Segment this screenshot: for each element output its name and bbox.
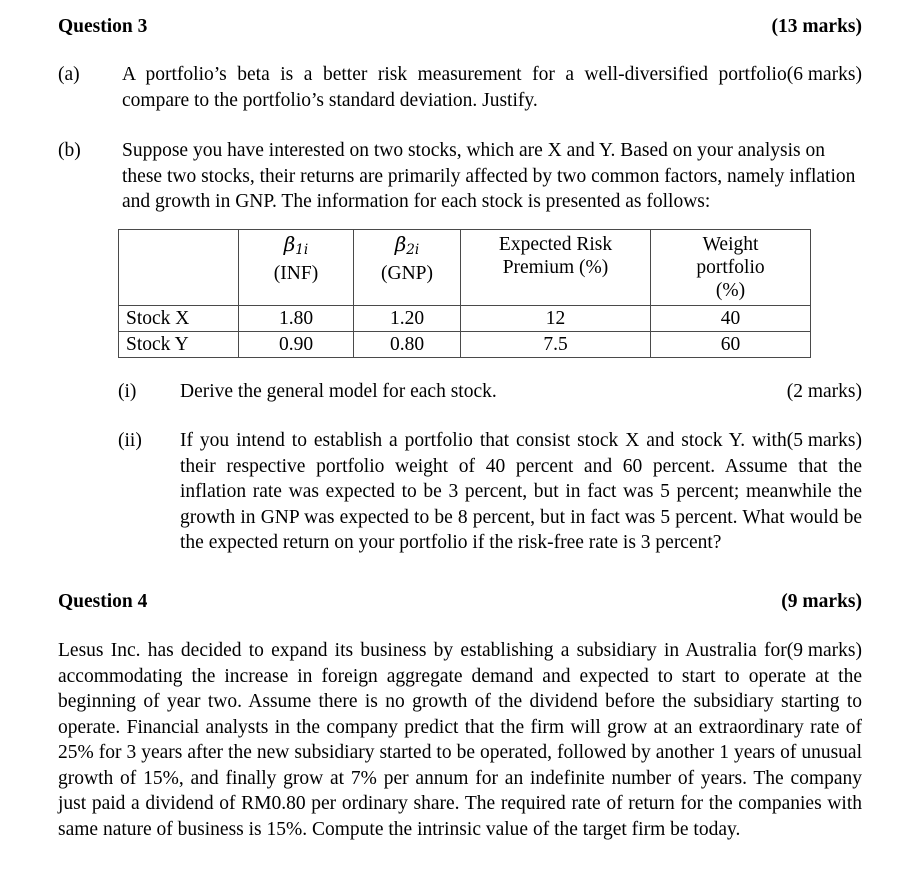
cell-stock-x-premium: 12 (461, 306, 651, 332)
header-cell-expected-risk-premium (461, 230, 651, 306)
table-row (119, 332, 811, 358)
cell-stock-x-weight: 40 (651, 306, 811, 332)
question-3-heading (58, 16, 862, 38)
question-4-heading (58, 591, 862, 613)
question-4-marks: (9 marks) (781, 591, 862, 612)
stock-factor-table-wrapper (118, 229, 810, 358)
item-a-marks: (6 marks) (786, 64, 862, 85)
item-b-text: Suppose you have interested on two stocks, which are X and Y. Based on your analysis on these two stocks, their returns are primarily affected by two common factors, namely inflation and growth in GNP. The information for each stock is presented as follows: (122, 140, 856, 212)
item-b (58, 138, 862, 215)
cell-stock-y-weight: 60 (651, 332, 811, 358)
item-a-body (122, 62, 862, 113)
question-3-marks: (13 marks) (771, 16, 862, 37)
item-b-label: (b) (58, 140, 81, 161)
cell-stock-y-beta1: 0.90 (239, 332, 354, 358)
item-a-text: A portfolio’s beta is a better risk measurement for a well-diversified portfolio compare to the portfolio’s standard deviation. Justify. (122, 64, 787, 111)
beta2-caption: (GNP) (381, 262, 433, 284)
beta1-symbol: $\beta_{1i}$ (283, 232, 309, 258)
beta1-subscript: 1i (295, 241, 309, 258)
beta2-symbol: $\beta_{2i}$ (394, 232, 420, 258)
subitem-i (118, 379, 862, 405)
question-4-paragraph-text: Lesus Inc. has decided to expand its business by establishing a subsidiary in Australia for accommodating the increase in foreign aggregate demand and expected to start to operate at the beginning of year two. Assume there is no growth of the dividend before the subsidiary starting to operate. Financial analysts in the company predict that the firm will grow at an extraordinary rate of 25% for 3 years after the new subsidiary started to be operated, followed by another 1 years of unusual growth of 15%, and finally grow at 7% per annum for an indefinite number of years. The company just paid a dividend of RM0.80 per ordinary share. The required rate of return for the companies with same nature of business is 15%. Compute the intrinsic value of the target firm be today. (58, 640, 862, 840)
header-cell-blank (119, 230, 239, 306)
item-a (58, 62, 862, 113)
subitem-ii-marks: (5 marks) (786, 430, 862, 451)
table-header-row-group (119, 230, 811, 306)
row-label-stock-x: Stock X (119, 306, 239, 332)
cell-stock-y-premium: 7.5 (461, 332, 651, 358)
subitem-ii-label: (ii) (118, 430, 142, 451)
premium-line-1: Expected Risk (498, 234, 613, 255)
item-b-body (122, 138, 862, 215)
question-4-paragraph (58, 638, 862, 842)
cell-stock-x-beta1: 1.80 (239, 306, 354, 332)
subitem-i-text: Derive the general model for each stock. (180, 381, 497, 402)
weight-line-2: portfolio (696, 257, 765, 278)
header-cell-beta1 (239, 230, 354, 306)
cell-stock-x-beta2: 1.20 (354, 306, 461, 332)
weight-line-3: (%) (715, 280, 746, 301)
subitem-ii-text: If you intend to establish a portfolio that consist stock X and stock Y. with their respective portfolio weight of 40 percent and 60 percent. Assume that the inflation rate was expected to be 3 percent, but in fact was 5 percent; meanwhile the growth in GNP was expected to be 8 percent, but in fact was 5 percent. What would be the expected return on your portfolio if the risk-free rate is 3 percent? (180, 430, 862, 553)
question-3-title: Question 3 (58, 16, 148, 37)
beta2-subscript: 2i (406, 241, 420, 258)
subitem-i-label: (i) (118, 381, 137, 402)
table-header-row (119, 230, 811, 306)
item-a-label: (a) (58, 64, 80, 85)
header-cell-weight-portfolio (651, 230, 811, 306)
subitem-ii-body (180, 428, 862, 556)
subitem-i-body (180, 379, 862, 405)
premium-line-2: Premium (%) (502, 257, 609, 278)
cell-stock-y-beta2: 0.80 (354, 332, 461, 358)
subitem-ii (118, 428, 862, 556)
weight-line-1: Weight (702, 234, 759, 255)
table-body (119, 306, 811, 358)
row-label-stock-y: Stock Y (119, 332, 239, 358)
stock-factor-table (118, 229, 811, 358)
question-4-paragraph-marks: (9 marks) (786, 640, 862, 661)
beta1-caption: (INF) (273, 262, 319, 284)
question-4-title: Question 4 (58, 591, 148, 612)
table-row (119, 306, 811, 332)
subitem-i-marks: (2 marks) (786, 381, 862, 402)
header-cell-beta2 (354, 230, 461, 306)
